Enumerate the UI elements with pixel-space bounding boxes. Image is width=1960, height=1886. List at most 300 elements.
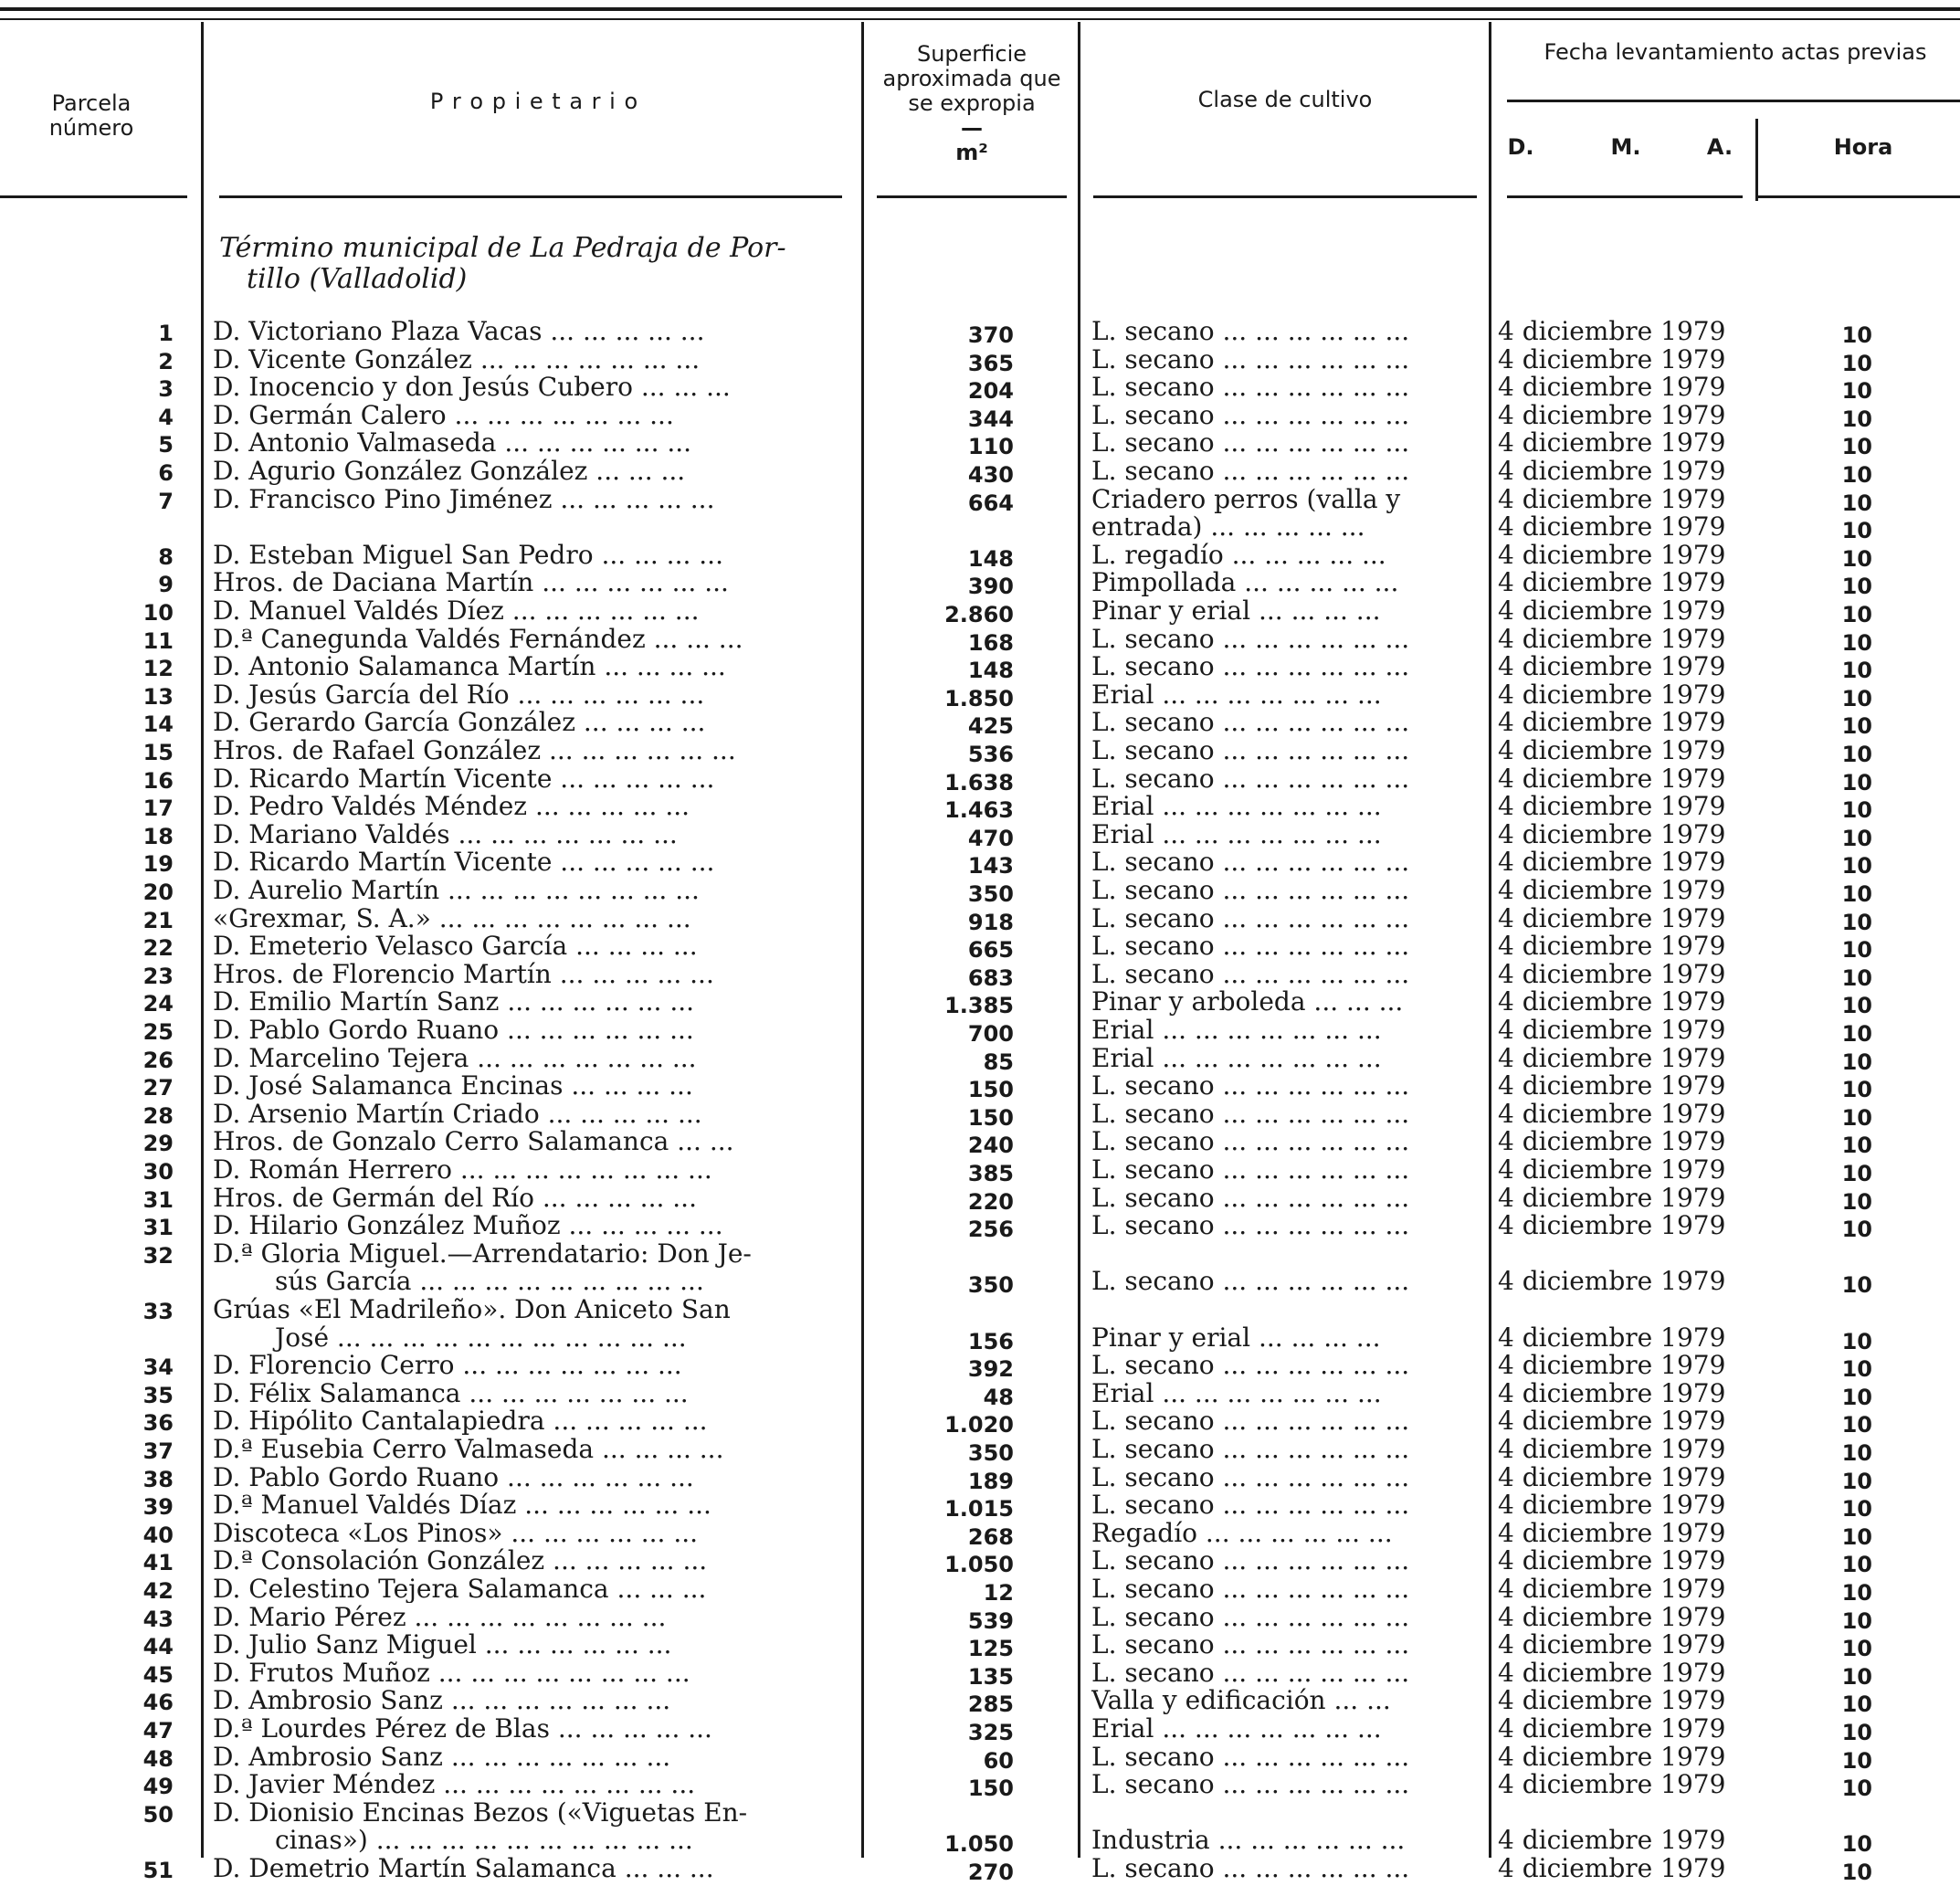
parcel-number: 10 (142, 600, 174, 626)
parcel-number: 17 (142, 795, 174, 822)
surface-area: 918 (967, 909, 1014, 935)
parcel-number: 38 (142, 1466, 174, 1492)
surface-area: 285 (967, 1691, 1014, 1718)
owner-name: D. Félix Salamanca ... ... ... ... ... ... ... (213, 1379, 689, 1407)
crop-type: L. secano ... ... ... ... ... ... (1091, 653, 1410, 681)
owner-name: D. Ambrosio Sanz ... ... ... ... ... ... ... (213, 1687, 671, 1715)
surface-area: 268 (967, 1523, 1014, 1550)
table-row (0, 1379, 1960, 1410)
survey-hour: 10 (1841, 964, 1872, 991)
survey-hour: 10 (1841, 1831, 1872, 1858)
survey-date: 4 diciembre 1979 (1498, 1603, 1726, 1631)
surface-area: 344 (967, 406, 1014, 432)
owner-name: D. Emilio Martín Sanz ... ... ... ... ... ... (213, 988, 695, 1017)
crop-type: Criadero perros (valla y (1091, 485, 1401, 513)
parcel-number: 16 (142, 767, 174, 794)
survey-date: 4 diciembre 1979 (1498, 429, 1726, 458)
table-row (0, 1352, 1960, 1383)
owner-name: D. Pablo Gordo Ruano ... ... ... ... ... ... (213, 1017, 694, 1044)
owner-name: D. Jesús García del Río ... ... ... ... ... ... (213, 680, 705, 709)
owner-name: D. Pedro Valdés Méndez ... ... ... ... ... (213, 793, 690, 821)
table-row (0, 1184, 1960, 1215)
survey-hour: 10 (1841, 518, 1872, 544)
owner-name: D. Celestino Tejera Salamanca ... ... ... (213, 1575, 707, 1603)
survey-date: 4 diciembre 1979 (1498, 793, 1726, 821)
parcel-number: 24 (142, 991, 174, 1017)
crop-type: L. secano ... ... ... ... ... ... (1091, 1212, 1410, 1240)
table-row (0, 1519, 1960, 1550)
header-anio: A. (1706, 134, 1733, 160)
parcel-number: 9 (158, 572, 174, 598)
surface-area: 1.020 (944, 1412, 1014, 1438)
survey-date: 4 diciembre 1979 (1498, 541, 1726, 569)
survey-hour: 10 (1841, 1356, 1872, 1383)
crop-type: L. secano ... ... ... ... ... ... (1091, 1491, 1410, 1520)
crop-type: L. secano ... ... ... ... ... ... (1091, 374, 1410, 402)
parcel-number: 44 (142, 1634, 174, 1660)
table-row (0, 653, 1960, 684)
survey-hour: 10 (1841, 797, 1872, 824)
owner-name: D. Emeterio Velasco García ... ... ... ... (213, 932, 698, 961)
crop-type: L. secano ... ... ... ... ... ... (1091, 1100, 1410, 1128)
surface-area: 365 (967, 350, 1014, 376)
surface-area: 220 (967, 1188, 1014, 1215)
owner-name: D. Germán Calero ... ... ... ... ... ... ... (213, 401, 674, 429)
parcel-number: 46 (142, 1690, 174, 1716)
crop-type: Erial ... ... ... ... ... ... ... (1091, 820, 1382, 848)
survey-date: 4 diciembre 1979 (1498, 960, 1726, 988)
survey-hour: 10 (1841, 993, 1872, 1019)
parcel-number: 34 (142, 1354, 174, 1381)
surface-area: 125 (967, 1636, 1014, 1662)
surface-area: 12 (983, 1580, 1014, 1606)
surface-area: 1.015 (944, 1496, 1014, 1522)
survey-date: 4 diciembre 1979 (1498, 1715, 1726, 1743)
survey-date: 4 diciembre 1979 (1498, 569, 1726, 597)
crop-type: L. secano ... ... ... ... ... ... (1091, 737, 1410, 764)
owner-name: D. Antonio Salamanca Martín ... ... ... ... (213, 653, 726, 681)
surface-area: 370 (967, 322, 1014, 348)
surface-area: 60 (983, 1747, 1014, 1774)
owner-name: D.ª Lourdes Pérez de Blas ... ... ... ... ... (213, 1715, 712, 1743)
surface-area: 665 (967, 937, 1014, 964)
table-row (0, 1100, 1960, 1131)
crop-type: L. secano ... ... ... ... ... ... (1091, 1855, 1410, 1882)
parcel-number: 37 (142, 1438, 174, 1464)
survey-hour: 10 (1841, 937, 1872, 964)
surface-area: 1.385 (944, 993, 1014, 1019)
table-row (0, 569, 1960, 600)
table-row (0, 765, 1960, 793)
parcel-number: 31 (142, 1215, 174, 1241)
header-superficie-dash: — (961, 115, 983, 141)
crop-type: Regadío ... ... ... ... ... ... (1091, 1519, 1393, 1547)
surface-area: 350 (967, 1272, 1014, 1299)
survey-date: 4 diciembre 1979 (1498, 653, 1726, 681)
table-row (0, 597, 1960, 625)
owner-name: D. Francisco Pino Jiménez ... ... ... ... ... (213, 485, 715, 513)
survey-hour: 10 (1841, 1384, 1872, 1410)
owner-name: Hros. de Daciana Martín ... ... ... ... ... ... (213, 569, 729, 597)
owner-name: Hros. de Gonzalo Cerro Salamanca ... ... (213, 1128, 734, 1156)
owner-name: D. Manuel Valdés Díez ... ... ... ... ... ... (213, 597, 700, 625)
crop-type: L. secano ... ... ... ... ... ... (1091, 401, 1410, 429)
survey-date: 4 diciembre 1979 (1498, 1323, 1726, 1352)
table-row (0, 1771, 1960, 1802)
parcel-number: 5 (158, 432, 174, 458)
survey-hour: 10 (1841, 1161, 1872, 1186)
crop-type: L. secano ... ... ... ... ... ... (1091, 877, 1410, 904)
parcel-number: 47 (142, 1718, 174, 1744)
table-row (0, 1827, 1960, 1858)
parcel-number: 51 (142, 1858, 174, 1883)
crop-type: L. secano ... ... ... ... ... ... (1091, 1184, 1410, 1212)
parcel-number: 18 (142, 823, 174, 849)
header-propietario: P r o p i e t a r i o (429, 89, 639, 114)
survey-date: 4 diciembre 1979 (1498, 1072, 1726, 1101)
parcel-number: 15 (142, 740, 174, 765)
owner-name: D. Dionisio Encinas Bezos («Viguetas En- (213, 1798, 748, 1827)
owner-name: «Grexmar, S. A.» ... ... ... ... ... ... ... ... (213, 904, 691, 932)
owner-name: D. Mario Pérez ... ... ... ... ... ... ... ... (213, 1603, 667, 1631)
crop-type: entrada) ... ... ... ... ... (1091, 513, 1365, 542)
table-row (0, 374, 1960, 405)
survey-date: 4 diciembre 1979 (1498, 1659, 1726, 1687)
crop-type: Pimpollada ... ... ... ... ... (1091, 569, 1399, 597)
survey-hour: 10 (1841, 1860, 1872, 1885)
owner-name: Hros. de Germán del Río ... ... ... ... ... (213, 1184, 697, 1212)
owner-name: D.ª Gloria Miguel.—Arrendatario: Don Je- (213, 1239, 752, 1268)
survey-date: 4 diciembre 1979 (1498, 1463, 1726, 1491)
crop-type: Pinar y erial ... ... ... ... (1091, 597, 1381, 625)
survey-hour: 10 (1841, 602, 1872, 627)
parcel-number: 35 (142, 1382, 174, 1408)
parcel-number: 14 (142, 711, 174, 738)
parcel-number: 22 (142, 935, 174, 962)
parcel-number: 36 (142, 1410, 174, 1437)
crop-type: L. secano ... ... ... ... ... ... (1091, 1463, 1410, 1491)
survey-date: 4 diciembre 1979 (1498, 1407, 1726, 1436)
municipality-caption (219, 233, 849, 295)
table-row (0, 737, 1960, 767)
crop-type: Erial ... ... ... ... ... ... ... (1091, 1044, 1382, 1072)
table-row (0, 904, 1960, 935)
crop-type: L. secano ... ... ... ... ... ... (1091, 709, 1410, 737)
parcel-number: 31 (142, 1186, 174, 1213)
header-rule-superficie (877, 195, 1067, 198)
top-rule-thin (0, 18, 1960, 20)
owner-name: D. Pablo Gordo Ruano ... ... ... ... ... ... (213, 1463, 694, 1491)
col-rule-hora (1755, 119, 1758, 201)
survey-hour: 10 (1841, 1048, 1872, 1075)
table-row (0, 1659, 1960, 1690)
parcel-number: 12 (142, 656, 174, 682)
survey-date: 4 diciembre 1979 (1498, 374, 1726, 402)
parcel-number: 33 (142, 1299, 174, 1324)
survey-hour: 10 (1841, 629, 1872, 656)
table-row (0, 429, 1960, 460)
surface-area: 189 (967, 1468, 1014, 1494)
caption-line-2: tillo (Valladolid) (247, 263, 468, 295)
surface-area: 150 (967, 1775, 1014, 1802)
survey-hour: 10 (1841, 350, 1872, 376)
surface-area: 1.463 (944, 797, 1014, 824)
table-row (0, 1296, 1960, 1323)
survey-hour: 10 (1841, 1468, 1872, 1494)
crop-type: L. secano ... ... ... ... ... ... (1091, 429, 1410, 458)
owner-name: D. Demetrio Martín Salamanca ... ... ... (213, 1855, 714, 1882)
survey-hour: 10 (1841, 1496, 1872, 1522)
crop-type: Erial ... ... ... ... ... ... ... (1091, 1715, 1382, 1743)
crop-type: L. secano ... ... ... ... ... ... (1091, 1436, 1410, 1463)
crop-type: L. secano ... ... ... ... ... ... (1091, 904, 1410, 932)
owner-name: D. Marcelino Tejera ... ... ... ... ... ... ... (213, 1044, 697, 1072)
crop-type: L. secano ... ... ... ... ... ... (1091, 764, 1410, 793)
surface-area: 390 (967, 574, 1014, 600)
table-row (0, 1855, 1960, 1885)
survey-date: 4 diciembre 1979 (1498, 1575, 1726, 1603)
table-row (0, 1463, 1960, 1494)
survey-date: 4 diciembre 1979 (1498, 1771, 1726, 1799)
survey-hour: 10 (1841, 406, 1872, 432)
surface-area: 150 (967, 1077, 1014, 1103)
owner-name: D. Julio Sanz Miguel ... ... ... ... ... ... (213, 1631, 672, 1659)
survey-hour: 10 (1841, 462, 1872, 488)
crop-type: L. secano ... ... ... ... ... ... (1091, 848, 1410, 877)
surface-area: 392 (967, 1356, 1014, 1383)
surface-area: 256 (967, 1217, 1014, 1243)
survey-date: 4 diciembre 1979 (1498, 485, 1726, 513)
table-row (0, 877, 1960, 907)
table-row (0, 1128, 1960, 1159)
surface-area: 350 (967, 881, 1014, 907)
survey-date: 4 diciembre 1979 (1498, 1855, 1726, 1882)
survey-date: 4 diciembre 1979 (1498, 1379, 1726, 1407)
survey-hour: 10 (1841, 658, 1872, 684)
header-dia: D. (1507, 134, 1534, 160)
survey-date: 4 diciembre 1979 (1498, 318, 1726, 345)
crop-type: L. secano ... ... ... ... ... ... (1091, 318, 1410, 345)
crop-type: L. secano ... ... ... ... ... ... (1091, 1603, 1410, 1631)
owner-name: Hros. de Florencio Martín ... ... ... ... ... (213, 960, 714, 988)
surface-area: 48 (983, 1384, 1014, 1410)
owner-name: Hros. de Rafael González ... ... ... ... ... ... (213, 737, 736, 764)
parcel-number: 11 (142, 627, 174, 654)
crop-type: Industria ... ... ... ... ... ... (1091, 1827, 1406, 1855)
table-row (0, 1547, 1960, 1578)
surface-area: 168 (967, 629, 1014, 656)
header-rule-parcela (0, 195, 187, 198)
surface-area: 135 (967, 1663, 1014, 1690)
parcel-number: 21 (142, 907, 174, 933)
survey-hour: 10 (1841, 853, 1872, 880)
crop-type: L. secano ... ... ... ... ... ... (1091, 960, 1410, 988)
survey-hour: 10 (1841, 322, 1872, 348)
table-row (0, 541, 1960, 572)
owner-name: D. Hipólito Cantalapiedra ... ... ... ... ... (213, 1407, 708, 1436)
header-superficie-unit: m² (955, 140, 988, 165)
table-row (0, 932, 1960, 964)
survey-date: 4 diciembre 1979 (1498, 1436, 1726, 1463)
table-row (0, 1156, 1960, 1184)
header-cultivo: Clase de cultivo (1197, 87, 1373, 112)
survey-hour: 10 (1841, 1636, 1872, 1662)
survey-hour: 10 (1841, 1272, 1872, 1299)
owner-name: D.ª Eusebia Cerro Valmaseda ... ... ... ... (213, 1436, 724, 1463)
owner-name: D. Mariano Valdés ... ... ... ... ... ... ... (213, 820, 678, 848)
survey-date: 4 diciembre 1979 (1498, 1017, 1726, 1044)
crop-type: Erial ... ... ... ... ... ... ... (1091, 1379, 1382, 1407)
parcel-number: 50 (142, 1801, 174, 1828)
surface-area: 240 (967, 1133, 1014, 1159)
survey-date: 4 diciembre 1979 (1498, 1491, 1726, 1520)
table-row (0, 513, 1960, 544)
table-row (0, 1436, 1960, 1466)
crop-type: L. secano ... ... ... ... ... ... (1091, 1407, 1410, 1436)
surface-area: 150 (967, 1104, 1014, 1131)
survey-hour: 10 (1841, 1580, 1872, 1606)
header-rule-fecha (1507, 195, 1743, 198)
survey-date: 4 diciembre 1979 (1498, 1687, 1726, 1715)
parcel-number: 45 (142, 1661, 174, 1688)
surface-area: 664 (967, 490, 1014, 516)
table-row (0, 1631, 1960, 1662)
parcel-number: 43 (142, 1606, 174, 1632)
survey-hour: 10 (1841, 1607, 1872, 1634)
survey-hour: 10 (1841, 490, 1872, 516)
surface-area: 156 (967, 1328, 1014, 1354)
crop-type: L. secano ... ... ... ... ... ... (1091, 1547, 1410, 1575)
survey-date: 4 diciembre 1979 (1498, 737, 1726, 764)
owner-name: sús García ... ... ... ... ... ... ... ... ... (275, 1268, 704, 1296)
survey-hour: 10 (1841, 1328, 1872, 1354)
table-row (0, 848, 1960, 880)
survey-hour: 10 (1841, 1691, 1872, 1718)
table-row (0, 1324, 1960, 1352)
surface-area: 536 (967, 742, 1014, 767)
crop-type: L. secano ... ... ... ... ... ... (1091, 1352, 1410, 1380)
top-rule-thick (0, 7, 1960, 11)
survey-date: 4 diciembre 1979 (1498, 709, 1726, 737)
surface-area: 539 (967, 1607, 1014, 1634)
owner-name: D.ª Manuel Valdés Díaz ... ... ... ... ... ... (213, 1491, 711, 1520)
parcel-number: 26 (142, 1047, 174, 1073)
header-mes: M. (1610, 134, 1641, 160)
owner-name: D. Florencio Cerro ... ... ... ... ... ... ... (213, 1352, 682, 1380)
owner-name: D. Aurelio Martín ... ... ... ... ... ... ... ... (213, 877, 700, 904)
survey-date: 4 diciembre 1979 (1498, 1212, 1726, 1240)
survey-date: 4 diciembre 1979 (1498, 458, 1726, 485)
owner-name: D. Román Herrero ... ... ... ... ... ... ... ... (213, 1156, 712, 1184)
surface-area: 2.860 (944, 602, 1014, 627)
owner-name: D. Victoriano Plaza Vacas ... ... ... ... ... (213, 318, 705, 345)
table-row (0, 1743, 1960, 1774)
parcel-number: 30 (142, 1159, 174, 1185)
survey-hour: 10 (1841, 1523, 1872, 1550)
header-hora: Hora (1833, 134, 1893, 160)
header-rule-cultivo (1093, 195, 1477, 198)
survey-date: 4 diciembre 1979 (1498, 1352, 1726, 1380)
surface-area: 385 (967, 1161, 1014, 1186)
owner-name: D.ª Consolación González ... ... ... ... ... (213, 1547, 708, 1575)
header-rule-propietario (219, 195, 842, 198)
crop-type: L. regadío ... ... ... ... ... (1091, 541, 1386, 569)
surface-area: 110 (967, 434, 1014, 460)
table-row (0, 1044, 1960, 1075)
survey-hour: 10 (1841, 1412, 1872, 1438)
owner-name: D. Gerardo García González ... ... ... ... (213, 709, 706, 737)
crop-type: Erial ... ... ... ... ... ... ... (1091, 680, 1382, 709)
parcel-number: 42 (142, 1578, 174, 1604)
survey-date: 4 diciembre 1979 (1498, 1156, 1726, 1184)
table-row (0, 625, 1960, 656)
surface-area: 204 (967, 378, 1014, 405)
survey-hour: 10 (1841, 1104, 1872, 1131)
survey-hour: 10 (1841, 769, 1872, 795)
owner-name: D. José Salamanca Encinas ... ... ... ... (213, 1072, 693, 1101)
crop-type: L. secano ... ... ... ... ... ... (1091, 1659, 1410, 1687)
parcel-number: 25 (142, 1019, 174, 1045)
survey-hour: 10 (1841, 909, 1872, 935)
crop-type: Valla y edificación ... ... (1091, 1687, 1391, 1715)
table-row (0, 1407, 1960, 1438)
crop-type: L. secano ... ... ... ... ... ... (1091, 1743, 1410, 1771)
crop-type: L. secano ... ... ... ... ... ... (1091, 1072, 1410, 1101)
table-row (0, 318, 1960, 348)
crop-type: L. secano ... ... ... ... ... ... (1091, 1128, 1410, 1156)
survey-hour: 10 (1841, 1188, 1872, 1215)
survey-date: 4 diciembre 1979 (1498, 401, 1726, 429)
survey-hour: 10 (1841, 1440, 1872, 1466)
parcel-number: 19 (142, 851, 174, 878)
owner-name: Discoteca «Los Pinos» ... ... ... ... ... ... (213, 1519, 699, 1547)
parcel-number: 20 (142, 880, 174, 905)
survey-hour: 10 (1841, 1747, 1872, 1774)
parcel-number: 23 (142, 963, 174, 989)
survey-date: 4 diciembre 1979 (1498, 680, 1726, 709)
parcel-number: 6 (158, 460, 174, 486)
owner-name: Grúas «El Madrileño». Don Aniceto San (213, 1296, 731, 1323)
table-row (0, 681, 1960, 709)
parcel-number: 3 (158, 376, 174, 403)
parcel-number: 1 (158, 321, 174, 346)
survey-hour: 10 (1841, 825, 1872, 851)
table-row (0, 960, 1960, 991)
survey-hour: 10 (1841, 1552, 1872, 1578)
survey-date: 4 diciembre 1979 (1498, 764, 1726, 793)
survey-hour: 10 (1841, 1133, 1872, 1159)
parcel-number: 13 (142, 683, 174, 710)
owner-name: D. Hilario González Muñoz ... ... ... ... ... (213, 1212, 723, 1240)
survey-hour: 10 (1841, 1775, 1872, 1802)
survey-date: 4 diciembre 1979 (1498, 820, 1726, 848)
owner-name: D. Ricardo Martín Vicente ... ... ... ... ... (213, 848, 715, 877)
owner-name: D. Antonio Valmaseda ... ... ... ... ... ... (213, 429, 692, 458)
survey-date: 4 diciembre 1979 (1498, 1268, 1726, 1296)
survey-date: 4 diciembre 1979 (1498, 904, 1726, 932)
surface-area: 85 (983, 1048, 1014, 1075)
parcel-number: 28 (142, 1102, 174, 1129)
owner-name: D. Frutos Muñoz ... ... ... ... ... ... ... ... (213, 1659, 690, 1687)
caption-line-1: Término municipal de La Pedraja de Por- (219, 232, 786, 264)
surface-area: 683 (967, 964, 1014, 991)
table-row (0, 1491, 1960, 1522)
owner-name: D. Vicente González ... ... ... ... ... ... ... (213, 345, 701, 374)
parcel-number: 4 (158, 404, 174, 430)
table-row (0, 709, 1960, 740)
survey-date: 4 diciembre 1979 (1498, 1100, 1726, 1128)
owner-name: D.ª Canegunda Valdés Fernández ... ... ... (213, 625, 743, 653)
